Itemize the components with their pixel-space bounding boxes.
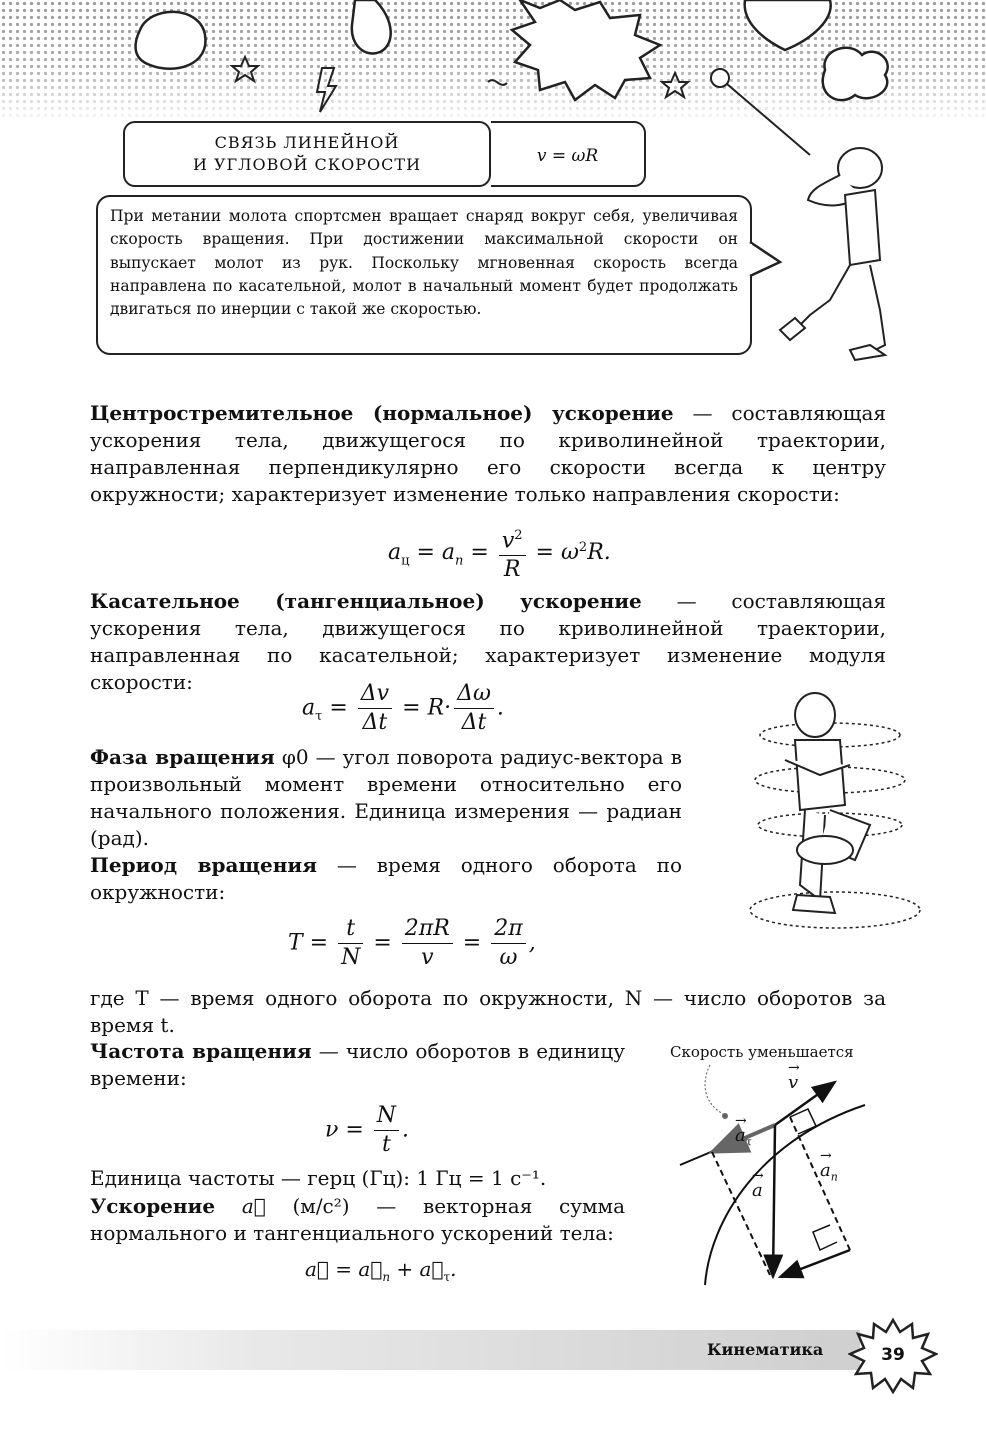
frequency-definition: — число оборотов в единицу времени: [90,1039,625,1090]
tangential-term: Касательное (тангенциальное) ускорение [90,589,642,613]
period-definition: — время одного оборота по окружности: [90,853,683,904]
phase-definition: — угол поворота радиус-вектора в произвольный момент времени относительно его начального положения. Единица измерения — радиан (рад). [90,745,683,850]
period-paragraph [90,852,682,906]
topic-title-line1: СВЯЗЬ ЛИНЕЙНОЙ [214,133,400,152]
velocity-vector [775,1082,835,1125]
star-icon [662,73,688,97]
bottom-vector [780,1250,850,1277]
frequency-term: Частота вращения [90,1039,312,1063]
phase-term: Фаза вращения [90,745,275,769]
acceleration-formula: a⃗ = $a⃗_n$ + $a⃗_\tau$. [305,1257,457,1284]
acceleration-unit: (м/с²) [292,1194,350,1218]
period-formula: T = $\frac{t}{N}$ = $\frac{2\pi R}{v}$ = $\frac{2\pi}{\omega}$ , [288,916,536,970]
label-v: → v [788,1060,800,1093]
acceleration-vector-diagram [670,1060,890,1290]
topic-title-line2: И УГЛОВОЙ СКОРОСТИ [192,155,422,174]
phase-symbol: φ0 [281,745,309,769]
centripetal-paragraph [90,400,886,508]
acceleration-term: Ускорение [90,1194,216,1218]
frequency-unit-paragraph [90,1165,640,1192]
blob-shape [136,12,206,69]
tangential-formula: $a_\tau$ = $\frac{\Delta v}{\Delta t}$ = R· $\frac{\Delta\omega}{\Delta t}$ . [302,681,504,735]
centripetal-term: Центростремительное (нормальное) ускорение [90,401,674,425]
page-number: 39 [881,1345,905,1365]
tangential-definition: — составляющая ускорения тела, движущегося по криволинейной траектории, направленная по касательной; характеризует изменение модуля скорости: [90,589,886,694]
squiggle-icon [488,80,507,85]
section-name: Кинематика [707,1340,824,1359]
label-a-tau: → $a_\tau$ [735,1113,752,1149]
star-icon [232,57,258,81]
lightning-icon [317,68,336,112]
frequency-paragraph [90,1038,625,1092]
spinning-figure-illustration [725,685,935,935]
diagram-caption: Скорость уменьшается [670,1043,854,1061]
topic-formula: v = ωR [536,146,599,166]
centripetal-definition: — составляющая ускорения тела, движущегося по криволинейной траектории, направленная перпендикулярно его скорости всегда к центру окружности; характеризует изменение только направления скорости: [90,401,886,506]
phase-paragraph [90,744,682,852]
callout-text: При метании молота спортсмен вращает снаряд вокруг себя, увеличивая скорость вращения. При достижении максимальной скорости он выпускает молот из рук. Поскольку мгновенная скорость всегда направлена по касательной, молот в начальный момент будет продолжать двигаться по инерции с такой же скоростью. [110,207,738,319]
resultant-vector [773,1125,775,1277]
heart-shape [745,0,831,50]
frequency-unit: Единица частоты — герц (Гц): 1 Гц = 1 с⁻¹. [90,1166,547,1190]
period-where-paragraph [90,985,886,1039]
frequency-formula: ν = $\frac{N}{t}$ . [325,1103,410,1157]
hammer-throw-callout [96,195,752,355]
label-a-n: → $a_n$ [820,1148,838,1184]
period-where: где T — время одного оборота по окружности, N — число оборотов за время t. [90,986,886,1037]
acceleration-paragraph: Ускорение a⃗ (м/с²) — векторная сумма нормального и тангенциального ускорений тела: [90,1194,626,1245]
centripetal-formula: $a_ц = a_n$ = $\frac{v^2}{R}$ = $\omega^2R$. [388,522,611,584]
period-term: Период вращения [90,853,318,877]
topic-formula-box [491,121,646,187]
label-a: → a [752,1168,764,1201]
drop-shape [352,0,391,53]
hammer-thrower-illustration [700,60,900,370]
trajectory-curve [705,1105,865,1285]
topic-title-box [123,121,491,187]
acceleration-definition: — векторная сумма нормального и тангенциального ускорений тела: [90,1194,626,1245]
burst-shape [512,0,660,100]
